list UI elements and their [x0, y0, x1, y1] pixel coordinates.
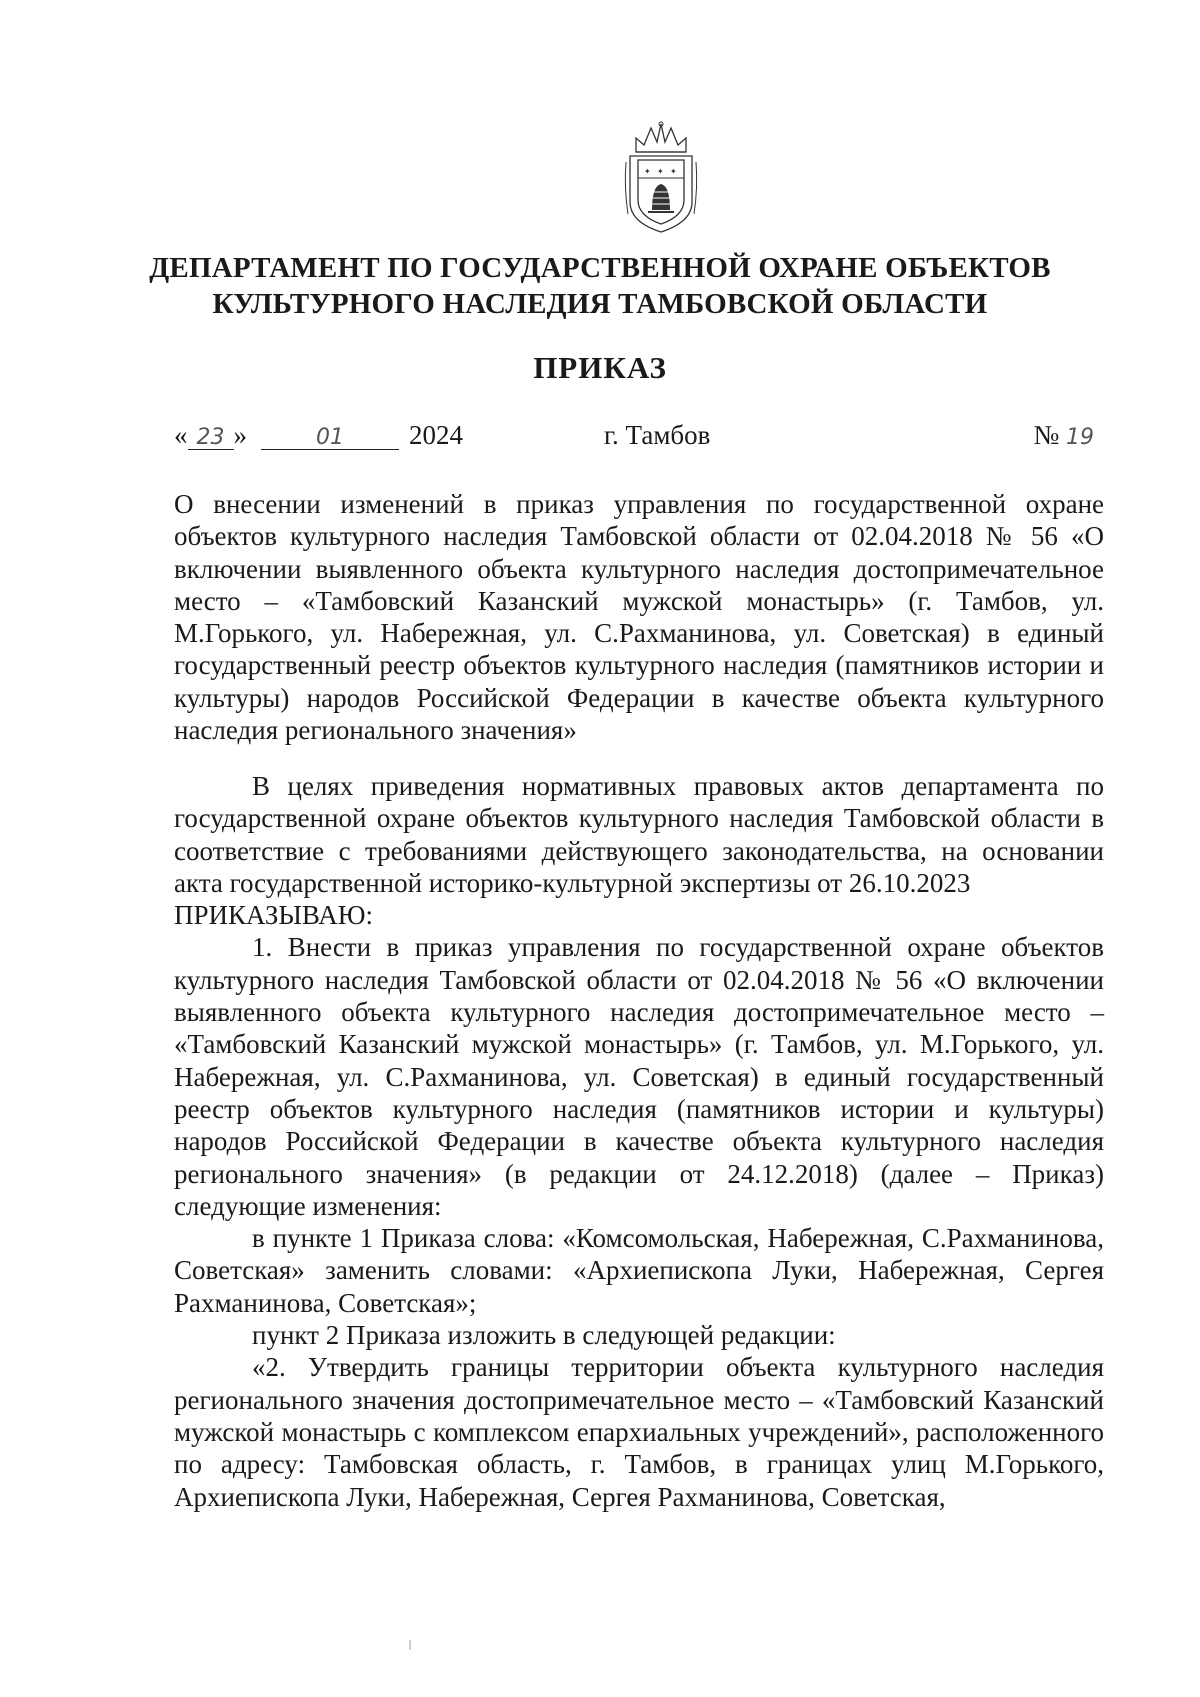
order-body	[174, 770, 1104, 1513]
date-month: 01	[261, 427, 399, 450]
body-change-1: в пункте 1 Приказа слова: «Комсомольская, Набережная, С.Рахманинова, Советская» заменить словами: «Архиепископа Луки, Набережная, Сергея Рахманинова, Советская»;	[174, 1223, 1104, 1318]
svg-text:✦: ✦	[670, 167, 677, 176]
department-header-line2: КУЛЬТУРНОГО НАСЛЕДИЯ ТАМБОВСКОЙ ОБЛАСТИ	[212, 288, 988, 320]
order-meta-row	[174, 420, 1104, 460]
date-quote-open: «	[174, 420, 188, 450]
order-subject: О внесении изменений в приказ управления по государственной охране объектов культурного наследия Тамбовской области от 02.04.2018 № 56 «О включении выявленного объекта культурного наследия достопримечательное место – «Тамбовский Казанский мужской монастырь» (г. Тамбов, ул. М.Горького, ул. Набережная, ул. С.Рахманинова, ул. Советская) в единый государственный реестр объектов культурного наследия (памятников истории и культуры) народов Российской Федерации в качестве объекта культурного наследия регионального значения»	[174, 489, 1104, 746]
date-day: 23	[188, 427, 234, 450]
order-number	[1033, 420, 1094, 451]
body-intro: В целях приведения нормативных правовых актов департамента по государственной охране объектов культурного наследия Тамбовской области в соответствие с требованиями действующего законодательства, на основании акта государственной историко-культурной экспертизы от 26.10.2023	[174, 771, 1104, 898]
order-city: г. Тамбов	[604, 420, 711, 450]
date-quote-close: »	[233, 420, 247, 450]
tambov-coat-of-arms-icon	[622, 118, 700, 236]
order-date	[174, 420, 463, 451]
department-header	[0, 250, 1200, 322]
body-change-2: пункт 2 Приказа изложить в следующей редакции:	[252, 1320, 836, 1351]
svg-text:✦: ✦	[644, 167, 651, 176]
scan-mark	[409, 1640, 411, 1650]
number-value: 19	[1066, 425, 1094, 450]
department-header-line1: ДЕПАРТАМЕНТ ПО ГОСУДАРСТВЕННОЙ ОХРАНЕ ОБЪЕКТОВ	[149, 252, 1051, 284]
body-order-word: ПРИКАЗЫВАЮ:	[174, 900, 373, 931]
svg-text:✦: ✦	[657, 167, 664, 176]
date-year: 2024	[409, 420, 463, 450]
number-sign: №	[1033, 420, 1060, 450]
body-item-1: 1. Внести в приказ управления по государственной охране объектов культурного наследия Тамбовской области от 02.04.2018 № 56 «О включении выявленного объекта культурного наследия достопримечательное место – «Тамбовский Казанский мужской монастырь» (г. Тамбов, ул. М.Горького, ул. Набережная, ул. С.Рахманинова, ул. Советская) в единый государственный реестр объектов культурного наследия (памятников истории и культуры) народов Российской Федерации в качестве объекта культурного наследия регионального значения» (в редакции от 24.12.2018) (далее – Приказ) следующие изменения:	[174, 932, 1104, 1221]
order-title: ПРИКАЗ	[533, 350, 667, 385]
body-quote-2: «2. Утвердить границы территории объекта культурного наследия регионального значения достопримечательное место – «Тамбовский Казанский мужской монастырь с комплексом епархиальных учреждений», расположенного по адресу: Тамбовская область, г. Тамбов, в границах улиц М.Горького, Архиепископа Луки, Набережная, Сергея Рахманинова, Советская,	[174, 1352, 1104, 1512]
